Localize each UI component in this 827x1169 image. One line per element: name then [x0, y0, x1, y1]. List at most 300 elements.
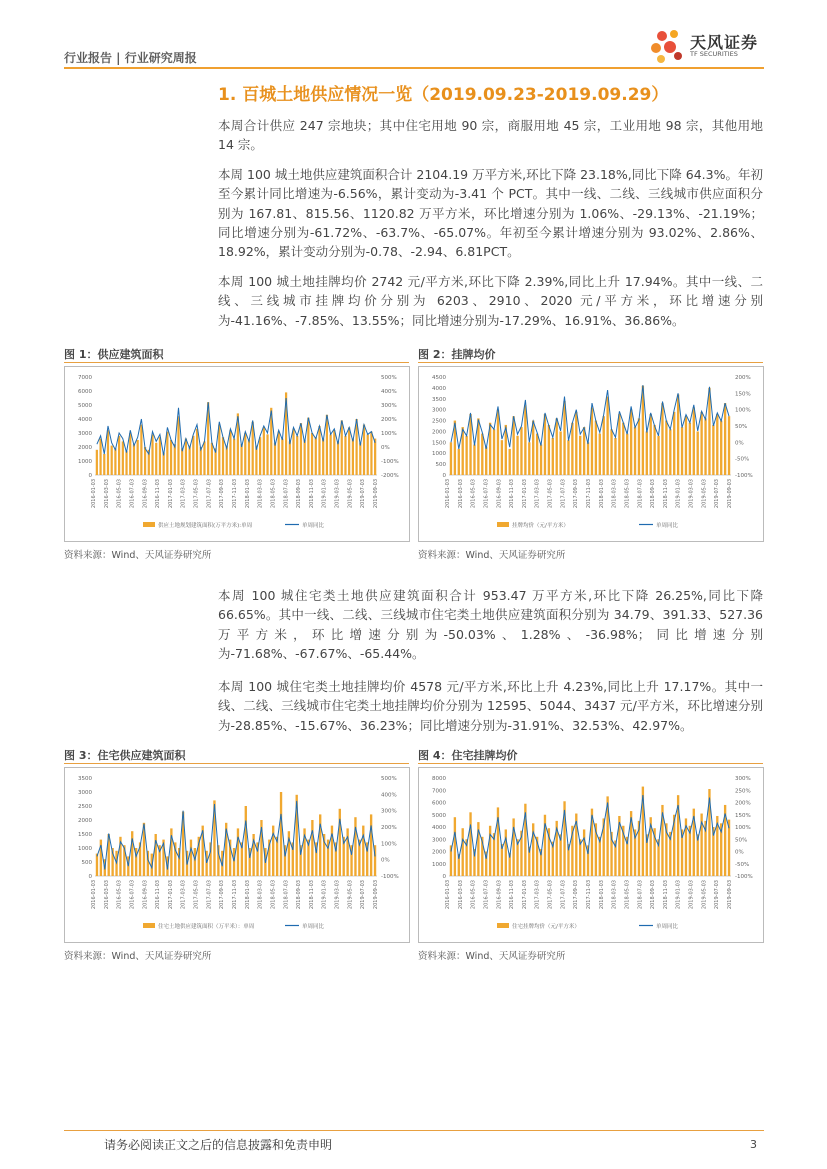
y-tick-label: 3500	[78, 776, 92, 782]
x-tick-label: 2017-07-03	[206, 880, 213, 910]
figure-1-source: 资料来源：Wind、天风证券研究所	[64, 550, 212, 561]
figure-3-source: 资料来源：Wind、天风证券研究所	[64, 951, 212, 962]
y-tick-label: 1000	[78, 846, 92, 852]
data-bar	[646, 431, 648, 475]
legend-swatch-bar	[143, 522, 155, 527]
x-tick-label: 2017-01-03	[521, 880, 528, 910]
figure-4-chart	[418, 767, 764, 943]
y-tick-label: 1500	[432, 440, 446, 447]
data-bar	[159, 437, 161, 475]
y-tick-label: 6000	[432, 800, 446, 807]
y-tick-label: 0	[88, 874, 92, 880]
x-tick-label: 2018-05-03	[270, 479, 277, 509]
data-bar	[289, 441, 291, 475]
paragraph-supply-area: 本周 100 城土地供应建筑面积合计 2104.19 万平方米,环比下降 23.18%,同比下降 64.3%。年初至今累计同比增速为-6.56%，累计变动为-3.41 个 PCT。其中一线、二线、三线城市供应面积分别为 167.81、815.56、1120.82 万平方米，环比增速分别为 1.06%、-29.13%、-21.19%；同比增速分别为-61.72%、-63.7%、-65.07%。年初至今累计增速分别为 93.02%、2.86%、18.92%，累计变动分别为-0.78、-2.94、6.81PCT。	[218, 167, 763, 260]
y2-tick-label: 100%	[735, 407, 751, 414]
figure-2-chart	[418, 366, 764, 542]
x-tick-label: 2019-01-03	[321, 479, 328, 509]
data-bar	[618, 414, 620, 475]
y-tick-label: 2000	[78, 818, 92, 824]
data-bar	[540, 445, 542, 475]
data-bar	[685, 416, 687, 475]
x-tick-label: 2017-07-03	[206, 479, 213, 509]
data-bar	[548, 425, 550, 475]
y-tick-label: 0	[442, 473, 446, 479]
data-bar	[501, 440, 503, 475]
data-bar	[96, 450, 98, 475]
data-bar	[170, 440, 172, 475]
x-tick-label: 2016-03-03	[103, 479, 110, 509]
y-tick-label: 4000	[432, 825, 446, 831]
y2-tick-label: 500%	[381, 776, 397, 782]
x-tick-label: 2017-05-03	[547, 479, 554, 509]
x-tick-label: 2016-05-03	[470, 880, 477, 910]
x-tick-label: 2018-07-03	[637, 880, 644, 910]
y-tick-label: 3500	[432, 396, 446, 403]
y-tick-label: 1000	[78, 459, 92, 465]
x-tick-label: 2018-09-03	[296, 479, 303, 509]
data-bar	[322, 439, 324, 475]
x-tick-label: 2019-05-03	[701, 880, 708, 910]
x-tick-label: 2016-09-03	[142, 880, 149, 910]
data-bar	[638, 418, 640, 475]
data-bar	[681, 427, 683, 475]
data-bar	[266, 434, 268, 475]
data-bar	[111, 446, 113, 475]
data-bar	[363, 425, 365, 475]
data-bar	[211, 443, 213, 475]
data-bar	[337, 441, 339, 475]
data-bar	[192, 436, 194, 475]
data-bar	[300, 423, 302, 475]
data-bar	[255, 446, 257, 475]
data-bar	[497, 410, 499, 475]
section-title: 1. 百城土地供应情况一览（2019.09.23-2019.09.29）	[218, 85, 669, 105]
data-bar	[318, 426, 320, 475]
data-bar	[473, 445, 475, 475]
y2-tick-label: 400%	[381, 792, 397, 799]
x-tick-label: 2018-01-03	[244, 880, 251, 910]
figure-1-title: 图 1：供应建筑面积	[64, 348, 164, 361]
data-bar	[240, 444, 242, 475]
data-bar	[362, 826, 364, 876]
x-tick-label: 2016-07-03	[483, 479, 490, 509]
data-bar	[311, 820, 313, 876]
data-bar	[151, 434, 153, 475]
x-tick-label: 2016-03-03	[103, 880, 110, 910]
x-tick-label: 2018-11-03	[308, 479, 315, 509]
x-tick-label: 2018-03-03	[611, 880, 618, 910]
x-tick-label: 2019-01-03	[675, 479, 682, 509]
data-bar	[229, 430, 231, 475]
paragraph-residential-price: 本周 100 城住宅类土地挂牌均价 4578 元/平方米,环比上升 4.23%,同比上升 17.17%。其中一线、二线、三线城市住宅类土地挂牌均价分别为 12595、5044、3437 元/平方米，环比增速分别为-28.85%、-15.67%、36.23%；同比增速分别为-31.91%、32.53%、42.97%。	[218, 679, 763, 733]
y-tick-label: 2000	[78, 445, 92, 451]
data-bar	[587, 442, 589, 475]
x-tick-label: 2019-09-03	[373, 880, 379, 910]
x-tick-label: 2016-01-03	[445, 880, 451, 910]
x-tick-label: 2017-03-03	[180, 479, 187, 509]
x-tick-label: 2019-05-03	[347, 880, 354, 910]
data-bar	[344, 436, 346, 475]
y2-tick-label: 0%	[381, 857, 390, 864]
legend-swatch-bar	[497, 923, 509, 928]
y2-tick-label: 300%	[381, 808, 397, 815]
data-bar	[665, 421, 667, 475]
x-tick-label: 2017-09-03	[219, 479, 226, 509]
legend-swatch-bar	[497, 522, 509, 527]
data-bar	[163, 453, 165, 475]
data-bar	[280, 792, 282, 876]
figure-4-title: 图 4：住宅挂牌均价	[418, 749, 518, 762]
x-tick-label: 2018-03-03	[257, 479, 264, 509]
x-tick-label: 2017-11-03	[232, 880, 238, 910]
data-bar	[245, 806, 247, 876]
y2-tick-label: 200%	[735, 375, 751, 381]
figure-4-source: 资料来源：Wind、天风证券研究所	[418, 951, 566, 962]
data-bar	[481, 434, 483, 475]
x-tick-label: 2018-09-03	[296, 880, 303, 910]
data-bar	[144, 447, 146, 475]
x-tick-label: 2018-07-03	[283, 479, 290, 509]
x-tick-label: 2018-05-03	[624, 880, 631, 910]
x-tick-label: 2017-07-03	[560, 479, 567, 509]
data-bar	[348, 427, 350, 475]
y-tick-label: 3000	[78, 431, 92, 437]
y-tick-label: 1000	[432, 861, 446, 868]
data-bar	[697, 834, 699, 876]
y2-tick-label: -200%	[381, 473, 399, 479]
x-tick-label: 2018-03-03	[257, 880, 264, 910]
data-bar	[509, 449, 511, 475]
data-bar	[129, 433, 131, 475]
report-category: 行业报告 | 行业研究周报	[64, 51, 197, 65]
y2-tick-label: 500%	[381, 375, 397, 381]
data-bar	[96, 854, 98, 876]
x-tick-label: 2017-05-03	[193, 880, 200, 910]
data-bar	[137, 440, 139, 475]
data-bar	[606, 397, 608, 475]
x-tick-label: 2016-05-03	[116, 880, 123, 910]
x-tick-label: 2018-05-03	[624, 479, 631, 509]
logo-flower-icon	[648, 28, 688, 66]
data-bar	[583, 829, 585, 876]
y2-tick-label: 0%	[735, 440, 744, 447]
data-bar	[190, 840, 192, 876]
data-bar	[114, 448, 116, 475]
data-bar	[166, 432, 168, 475]
data-bar	[367, 434, 369, 475]
x-tick-label: 2017-01-03	[167, 880, 174, 910]
x-tick-label: 2016-05-03	[470, 479, 477, 509]
data-bar	[669, 429, 671, 475]
data-bar	[370, 432, 372, 475]
y2-tick-label: 200%	[381, 825, 397, 831]
x-tick-label: 2019-01-03	[321, 880, 328, 910]
figure-3-title: 图 3：住宅供应建筑面积	[64, 749, 186, 762]
data-bar	[485, 447, 487, 475]
data-bar	[704, 418, 706, 475]
paragraph-residential-area: 本周 100 城住宅类土地供应建筑面积合计 953.47 万平方米,环比下降 26.25%,同比下降 66.65%。其中一线、二线、三线城市住宅类土地供应建筑面积分别为 34.79、391.33、527.36 万平方米，环比增速分别为-50.03%、1.28%、-36.98%；同比增速分别为-71.68%、-67.67%、-65.44%。	[218, 588, 763, 661]
y-tick-label: 6000	[78, 389, 92, 395]
data-bar	[599, 434, 601, 475]
x-tick-label: 2018-01-03	[244, 479, 251, 509]
legend-label-line: 单周同比	[656, 924, 679, 930]
data-bar	[233, 848, 235, 876]
y2-tick-label: 250%	[735, 788, 751, 795]
legend-swatch-bar	[143, 923, 155, 928]
y2-tick-label: 0%	[735, 849, 744, 856]
data-bar	[370, 814, 372, 876]
data-bar	[657, 436, 659, 475]
y2-tick-label: 150%	[735, 391, 751, 398]
page-number: 3	[750, 1138, 757, 1151]
chart-residential-area	[65, 768, 409, 942]
data-bar	[194, 848, 196, 876]
x-tick-label: 2017-03-03	[534, 479, 541, 509]
y2-tick-label: -100%	[735, 874, 753, 880]
x-tick-label: 2017-05-03	[193, 479, 200, 509]
data-bar	[673, 412, 675, 475]
data-bar	[563, 401, 565, 475]
data-bar	[493, 429, 495, 475]
x-tick-label: 2019-07-03	[714, 880, 721, 910]
data-bar	[131, 831, 133, 876]
data-bar	[458, 449, 460, 475]
x-tick-label: 2017-03-03	[534, 880, 541, 910]
y2-tick-label: 150%	[735, 812, 751, 819]
legend-label-bar: 挂牌均价（元/平方米）	[512, 523, 569, 529]
data-bar	[274, 443, 276, 475]
data-bar	[346, 828, 348, 876]
data-bar	[528, 442, 530, 475]
y-tick-label: 500	[435, 462, 446, 469]
data-bar	[724, 403, 726, 475]
data-bar	[571, 423, 573, 475]
x-tick-label: 2018-05-03	[270, 880, 277, 910]
x-tick-label: 2016-05-03	[116, 479, 123, 509]
data-bar	[700, 412, 702, 475]
x-tick-label: 2019-03-03	[688, 880, 695, 910]
data-bar	[603, 416, 605, 475]
data-bar	[556, 418, 558, 475]
x-tick-label: 2016-01-03	[445, 479, 451, 509]
data-bar	[333, 430, 335, 475]
y-tick-label: 7000	[78, 375, 92, 381]
x-tick-label: 2016-03-03	[457, 479, 464, 509]
x-tick-label: 2016-07-03	[129, 880, 136, 910]
x-tick-label: 2017-01-03	[167, 479, 174, 509]
data-bar	[203, 441, 205, 475]
x-tick-label: 2019-05-03	[701, 479, 708, 509]
data-bar	[595, 421, 597, 475]
data-bar	[567, 440, 569, 475]
data-bar	[524, 405, 526, 475]
x-tick-label: 2018-07-03	[283, 880, 290, 910]
y2-tick-label: 300%	[735, 776, 751, 782]
data-bar	[536, 434, 538, 475]
y-tick-label: 3000	[432, 837, 446, 844]
x-tick-label: 2019-07-03	[360, 880, 367, 910]
x-tick-label: 2017-01-03	[521, 479, 528, 509]
y-tick-label: 2500	[432, 418, 446, 425]
x-tick-label: 2018-09-03	[650, 880, 657, 910]
footer-divider	[64, 1130, 764, 1131]
data-bar	[125, 451, 127, 475]
logo-text-cn: 天风证券	[690, 33, 759, 52]
x-tick-label: 2016-07-03	[129, 479, 136, 509]
x-tick-label: 2017-07-03	[560, 880, 567, 910]
legend-label-bar: 住宅土地供应建筑面积（万平米）：单周	[158, 924, 255, 930]
figure-2-title: 图 2：挂牌均价	[418, 348, 496, 361]
data-bar	[505, 829, 507, 876]
chart-listing-price	[419, 367, 763, 541]
data-bar	[263, 427, 265, 475]
data-bar	[677, 394, 679, 475]
y2-tick-label: -100%	[381, 874, 399, 880]
data-bar	[331, 826, 333, 876]
data-bar	[462, 828, 464, 876]
chart-residential-price	[419, 768, 763, 942]
x-tick-label: 2018-11-03	[662, 479, 669, 509]
data-bar	[330, 434, 332, 475]
figure-1-chart	[64, 366, 410, 542]
data-bar	[489, 826, 491, 876]
x-tick-label: 2016-09-03	[142, 479, 149, 509]
figure-2-source: 资料来源：Wind、天风证券研究所	[418, 550, 566, 561]
figure-3-chart	[64, 767, 410, 943]
data-bar	[634, 427, 636, 475]
data-bar	[450, 442, 452, 475]
data-bar	[296, 436, 298, 475]
data-bar	[237, 828, 239, 876]
y-tick-label: 4000	[78, 417, 92, 423]
y2-tick-label: -50%	[735, 861, 750, 868]
data-bar	[374, 439, 376, 475]
x-tick-label: 2017-11-03	[586, 880, 592, 910]
y-tick-label: 0	[88, 473, 92, 479]
data-bar	[614, 438, 616, 475]
y-tick-label: 1000	[432, 451, 446, 458]
figure-2-rule	[418, 362, 763, 363]
x-tick-label: 2016-11-03	[155, 479, 162, 509]
y2-tick-label: 100%	[735, 825, 751, 831]
data-bar	[155, 443, 157, 475]
data-bar	[304, 440, 306, 475]
x-tick-label: 2017-11-03	[586, 479, 592, 509]
logo-text-en: TF SECURITIES	[690, 50, 738, 58]
x-tick-label: 2017-09-03	[219, 880, 226, 910]
paragraph-supply-count: 本周合计供应 247 宗地块；其中住宅用地 90 宗，商服用地 45 宗，工业用地 98 宗，其他用地 14 宗。	[218, 118, 763, 153]
y-tick-label: 8000	[432, 776, 446, 782]
x-tick-label: 2018-07-03	[637, 479, 644, 509]
data-bar	[469, 812, 471, 876]
figure-1-rule	[64, 362, 409, 363]
data-bar	[622, 423, 624, 475]
y2-tick-label: 200%	[381, 417, 397, 423]
x-tick-label: 2019-07-03	[360, 479, 367, 509]
data-bar	[653, 425, 655, 475]
x-tick-label: 2016-09-03	[496, 880, 503, 910]
data-bar	[661, 403, 663, 475]
x-tick-label: 2017-03-03	[180, 880, 187, 910]
y2-tick-label: 50%	[735, 837, 748, 844]
y2-tick-label: 300%	[381, 403, 397, 409]
data-bar	[579, 436, 581, 475]
x-tick-label: 2017-05-03	[547, 880, 554, 910]
y-tick-label: 1500	[78, 832, 92, 838]
data-bar	[693, 407, 695, 475]
y2-tick-label: 400%	[381, 389, 397, 395]
x-tick-label: 2017-11-03	[232, 479, 238, 509]
data-bar	[583, 427, 585, 475]
data-line	[451, 795, 729, 859]
x-tick-label: 2018-01-03	[598, 880, 605, 910]
data-bar	[118, 436, 120, 475]
y2-tick-label: -100%	[381, 459, 399, 465]
data-bar	[311, 433, 313, 475]
y-tick-label: 500	[81, 860, 92, 866]
y-tick-label: 2000	[432, 429, 446, 436]
data-bar	[591, 407, 593, 475]
x-tick-label: 2019-09-03	[373, 479, 379, 509]
data-bar	[697, 431, 699, 475]
x-tick-label: 2017-09-03	[573, 479, 580, 509]
y-tick-label: 5000	[78, 403, 92, 409]
legend-label-line: 单周同比	[656, 523, 679, 529]
x-tick-label: 2018-09-03	[650, 479, 657, 509]
data-bar	[465, 436, 467, 475]
data-bar	[200, 447, 202, 475]
y-tick-label: 5000	[432, 812, 446, 819]
x-tick-label: 2019-03-03	[688, 479, 695, 509]
data-bar	[244, 433, 246, 475]
data-bar	[626, 434, 628, 475]
data-line	[97, 801, 375, 870]
y2-tick-label: 50%	[735, 424, 748, 430]
data-bar	[259, 437, 261, 475]
x-tick-label: 2018-01-03	[598, 479, 605, 509]
x-tick-label: 2019-09-03	[727, 479, 733, 509]
x-tick-label: 2019-03-03	[334, 479, 341, 509]
data-bar	[174, 444, 176, 475]
data-bar	[185, 439, 187, 475]
data-line	[451, 385, 729, 449]
paragraph-listing-price: 本周 100 城土地挂牌均价 2742 元/平方米,环比下降 2.39%,同比上升 17.94%。其中一线、二线、三线城市挂牌均价分别为 6203、2910、2020 元/平方米，环比增速分别为-41.16%、-7.85%、13.55%；同比增速分别为-17.29%、16.91%、36.86%。	[218, 274, 763, 328]
data-bar	[315, 437, 317, 475]
data-bar	[716, 414, 718, 475]
legend-label-bar: 住宅挂牌均价（元/平方米）	[512, 924, 580, 930]
data-bar	[181, 448, 183, 475]
figure-4-rule	[418, 763, 763, 764]
x-tick-label: 2019-01-03	[675, 880, 682, 910]
data-bar	[454, 817, 456, 876]
data-bar	[532, 421, 534, 475]
data-bar	[516, 436, 518, 475]
x-tick-label: 2016-11-03	[155, 880, 162, 910]
data-bar	[359, 443, 361, 475]
data-bar	[650, 414, 652, 475]
y2-tick-label: 200%	[735, 800, 751, 807]
y2-tick-label: -50%	[735, 456, 750, 463]
x-tick-label: 2016-11-03	[509, 880, 516, 910]
data-bar	[281, 439, 283, 475]
y-tick-label: 3000	[432, 407, 446, 414]
data-bar	[708, 388, 710, 475]
x-tick-label: 2019-05-03	[347, 479, 354, 509]
x-tick-label: 2019-03-03	[334, 880, 341, 910]
x-tick-label: 2018-03-03	[611, 479, 618, 509]
data-bar	[354, 817, 356, 876]
